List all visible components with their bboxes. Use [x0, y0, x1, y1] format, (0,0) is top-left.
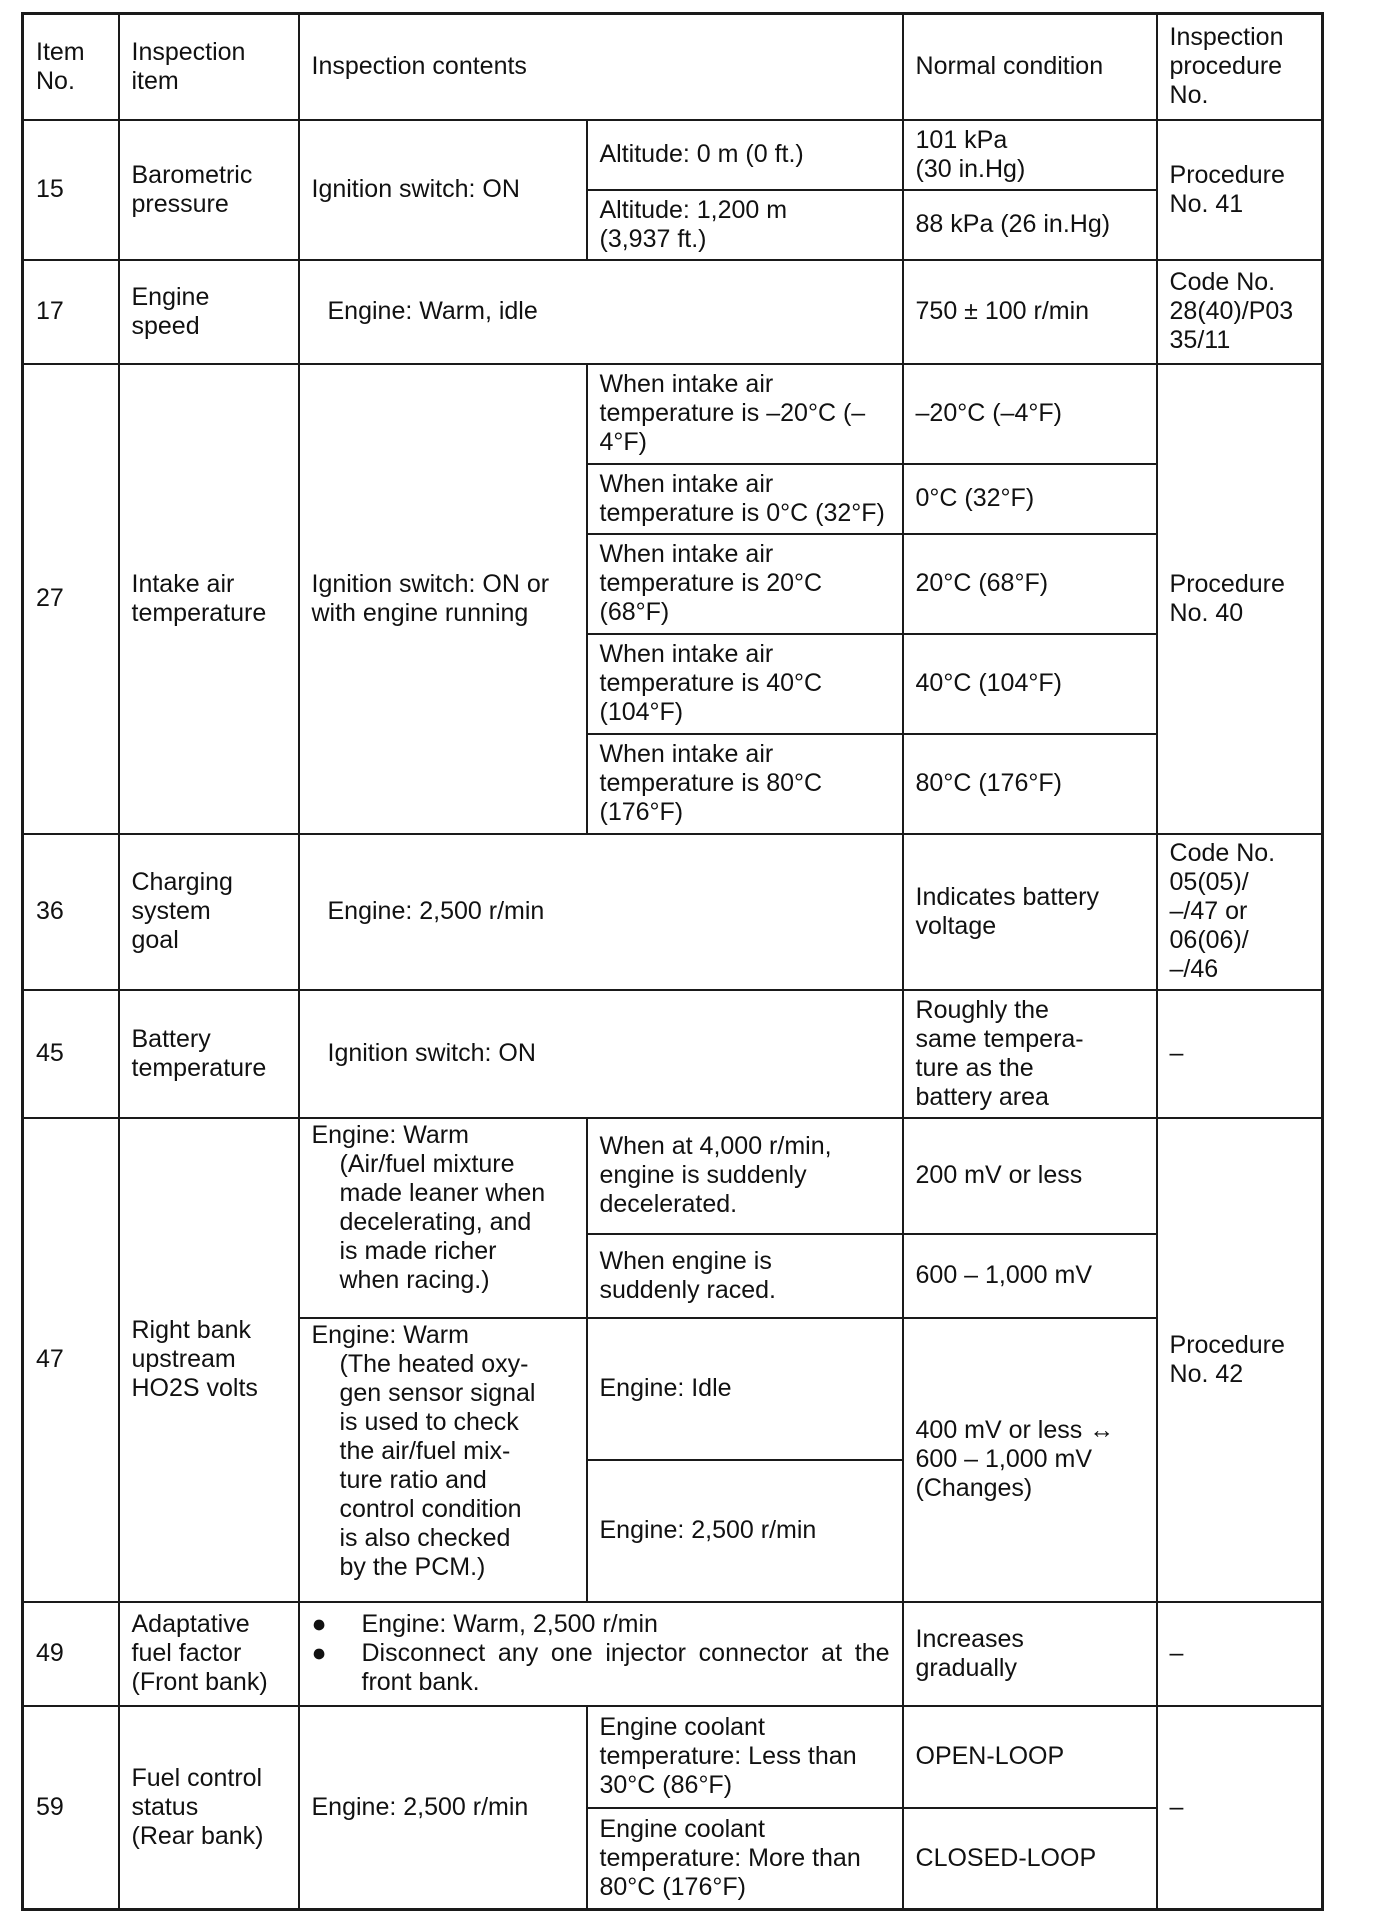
normal-condition-cell: OPEN-LOOP	[903, 1706, 1157, 1808]
normal-condition-cell: 750 ± 100 r/min	[903, 260, 1157, 364]
condition-cell: When intake air temperature is 20°C (68°F)	[587, 534, 903, 634]
bullet-item	[312, 1639, 890, 1697]
condition-cell: Engine: 2,500 r/min	[587, 1460, 903, 1602]
condition-cell: Engine coolant temperature: Less than 30°C (86°F)	[587, 1706, 903, 1808]
contents-note: (Air/fuel mixture made leaner when decelerating, and is made richer when racing.)	[339, 1149, 546, 1294]
condition-cell: When intake air temperature is 40°C (104°F)	[587, 634, 903, 734]
item-no-cell: 17	[23, 260, 119, 364]
item-no-cell: 15	[23, 120, 119, 260]
condition-cell: Engine: Idle	[587, 1318, 903, 1460]
inspection-table	[21, 12, 1324, 1911]
condition-cell: When intake air temperature is 80°C (176°F)	[587, 734, 903, 834]
normal-condition-cell: 40°C (104°F)	[903, 634, 1157, 734]
inspection-contents-cell: Engine: Warm, idle	[299, 260, 903, 364]
inspection-contents-cell: Engine: 2,500 r/min	[299, 834, 903, 990]
procedure-cell: Code No. 05(05)/ –/47 or 06(06)/ –/46	[1157, 834, 1323, 990]
item-no-cell: 27	[23, 364, 119, 834]
procedure-cell: Procedure No. 41	[1157, 120, 1323, 260]
table-row-49	[23, 1602, 1323, 1706]
table-row-27	[23, 364, 1323, 464]
procedure-cell: Procedure No. 42	[1157, 1118, 1323, 1602]
inspection-item-cell: Battery temperature	[119, 990, 299, 1118]
normal-condition-cell: 88 kPa (26 in.Hg)	[903, 190, 1157, 260]
item-no-cell: 45	[23, 990, 119, 1118]
normal-condition-cell: –20°C (–4°F)	[903, 364, 1157, 464]
condition-cell: When at 4,000 r/min, engine is suddenly decelerated.	[587, 1118, 903, 1234]
normal-condition-cell: 200 mV or less	[903, 1118, 1157, 1234]
inspection-contents-cell	[299, 1318, 587, 1602]
table-row-47	[23, 1118, 1323, 1234]
condition-cell: When intake air temperature is –20°C (–4°F)	[587, 364, 903, 464]
inspection-item-cell: Fuel control status (Rear bank)	[119, 1706, 299, 1910]
normal-condition-cell: Indicates battery voltage	[903, 834, 1157, 990]
bullet-icon: ●	[311, 1610, 327, 1638]
table-row-59	[23, 1706, 1323, 1808]
header-row	[23, 14, 1323, 120]
condition-cell: When engine is suddenly raced.	[587, 1234, 903, 1318]
table-row-15	[23, 120, 1323, 190]
normal-condition-cell: 0°C (32°F)	[903, 464, 1157, 534]
inspection-item-cell: Adaptative fuel factor (Front bank)	[119, 1602, 299, 1706]
normal-condition-cell: 20°C (68°F)	[903, 534, 1157, 634]
inspection-contents-cell: Ignition switch: ON	[299, 990, 903, 1118]
normal-condition-cell: 80°C (176°F)	[903, 734, 1157, 834]
header-procedure-no: Inspection procedure No.	[1157, 14, 1323, 120]
condition-cell: When intake air temperature is 0°C (32°F)	[587, 464, 903, 534]
inspection-table-container	[21, 12, 1321, 1911]
procedure-cell: –	[1157, 990, 1323, 1118]
contents-note: (The heated oxy- gen sensor signal is used to check the air/fuel mix- ture ratio and control condition is also checked by the PCM.)	[339, 1349, 536, 1581]
normal-condition-cell: 600 – 1,000 mV	[903, 1234, 1157, 1318]
inspection-item-cell: Intake air temperature	[119, 364, 299, 834]
table-row-17	[23, 260, 1323, 364]
procedure-cell: –	[1157, 1706, 1323, 1910]
inspection-item-cell: Engine speed	[119, 260, 299, 364]
normal-condition-cell: Increases gradually	[903, 1602, 1157, 1706]
inspection-item-cell: Charging system goal	[119, 834, 299, 990]
table-row-36	[23, 834, 1323, 990]
item-no-cell: 47	[23, 1118, 119, 1602]
inspection-contents-cell	[299, 1602, 903, 1706]
table-row-45	[23, 990, 1323, 1118]
item-no-cell: 49	[23, 1602, 119, 1706]
condition-cell: Altitude: 0 m (0 ft.)	[587, 120, 903, 190]
header-item-no: Item No.	[23, 14, 119, 120]
header-normal-condition: Normal condition	[903, 14, 1157, 120]
procedure-cell: Code No. 28(40)/P03 35/11	[1157, 260, 1323, 364]
bullet-text: Engine: Warm, 2,500 r/min	[361, 1610, 658, 1638]
procedure-cell: –	[1157, 1602, 1323, 1706]
bullet-icon: ●	[311, 1639, 327, 1667]
header-inspection-contents: Inspection contents	[299, 14, 903, 120]
contents-heading: Engine: Warm	[311, 1320, 469, 1349]
item-no-cell: 59	[23, 1706, 119, 1910]
inspection-item-cell: Barometric pressure	[119, 120, 299, 260]
condition-cell: Engine coolant temperature: More than 80°C (176°F)	[587, 1808, 903, 1910]
inspection-contents-cell: Engine: 2,500 r/min	[299, 1706, 587, 1910]
contents-heading: Engine: Warm	[311, 1120, 469, 1149]
procedure-cell: Procedure No. 40	[1157, 364, 1323, 834]
normal-condition-cell: CLOSED-LOOP	[903, 1808, 1157, 1910]
bullet-text: Disconnect any one injector connector at the front bank.	[361, 1639, 890, 1696]
normal-condition-cell: Roughly the same tempera- ture as the battery area	[903, 990, 1157, 1118]
header-inspection-item: Inspection item	[119, 14, 299, 120]
inspection-contents-cell: Ignition switch: ON or with engine running	[299, 364, 587, 834]
condition-cell: Altitude: 1,200 m (3,937 ft.)	[587, 190, 903, 260]
normal-condition-cell: 101 kPa (30 in.Hg)	[903, 120, 1157, 190]
item-no-cell: 36	[23, 834, 119, 990]
inspection-item-cell: Right bank upstream HO2S volts	[119, 1118, 299, 1602]
inspection-contents-cell: Ignition switch: ON	[299, 120, 587, 260]
normal-condition-cell: 400 mV or less ↔ 600 – 1,000 mV (Changes)	[903, 1318, 1157, 1602]
inspection-contents-cell	[299, 1118, 587, 1318]
bullet-item	[312, 1610, 890, 1639]
